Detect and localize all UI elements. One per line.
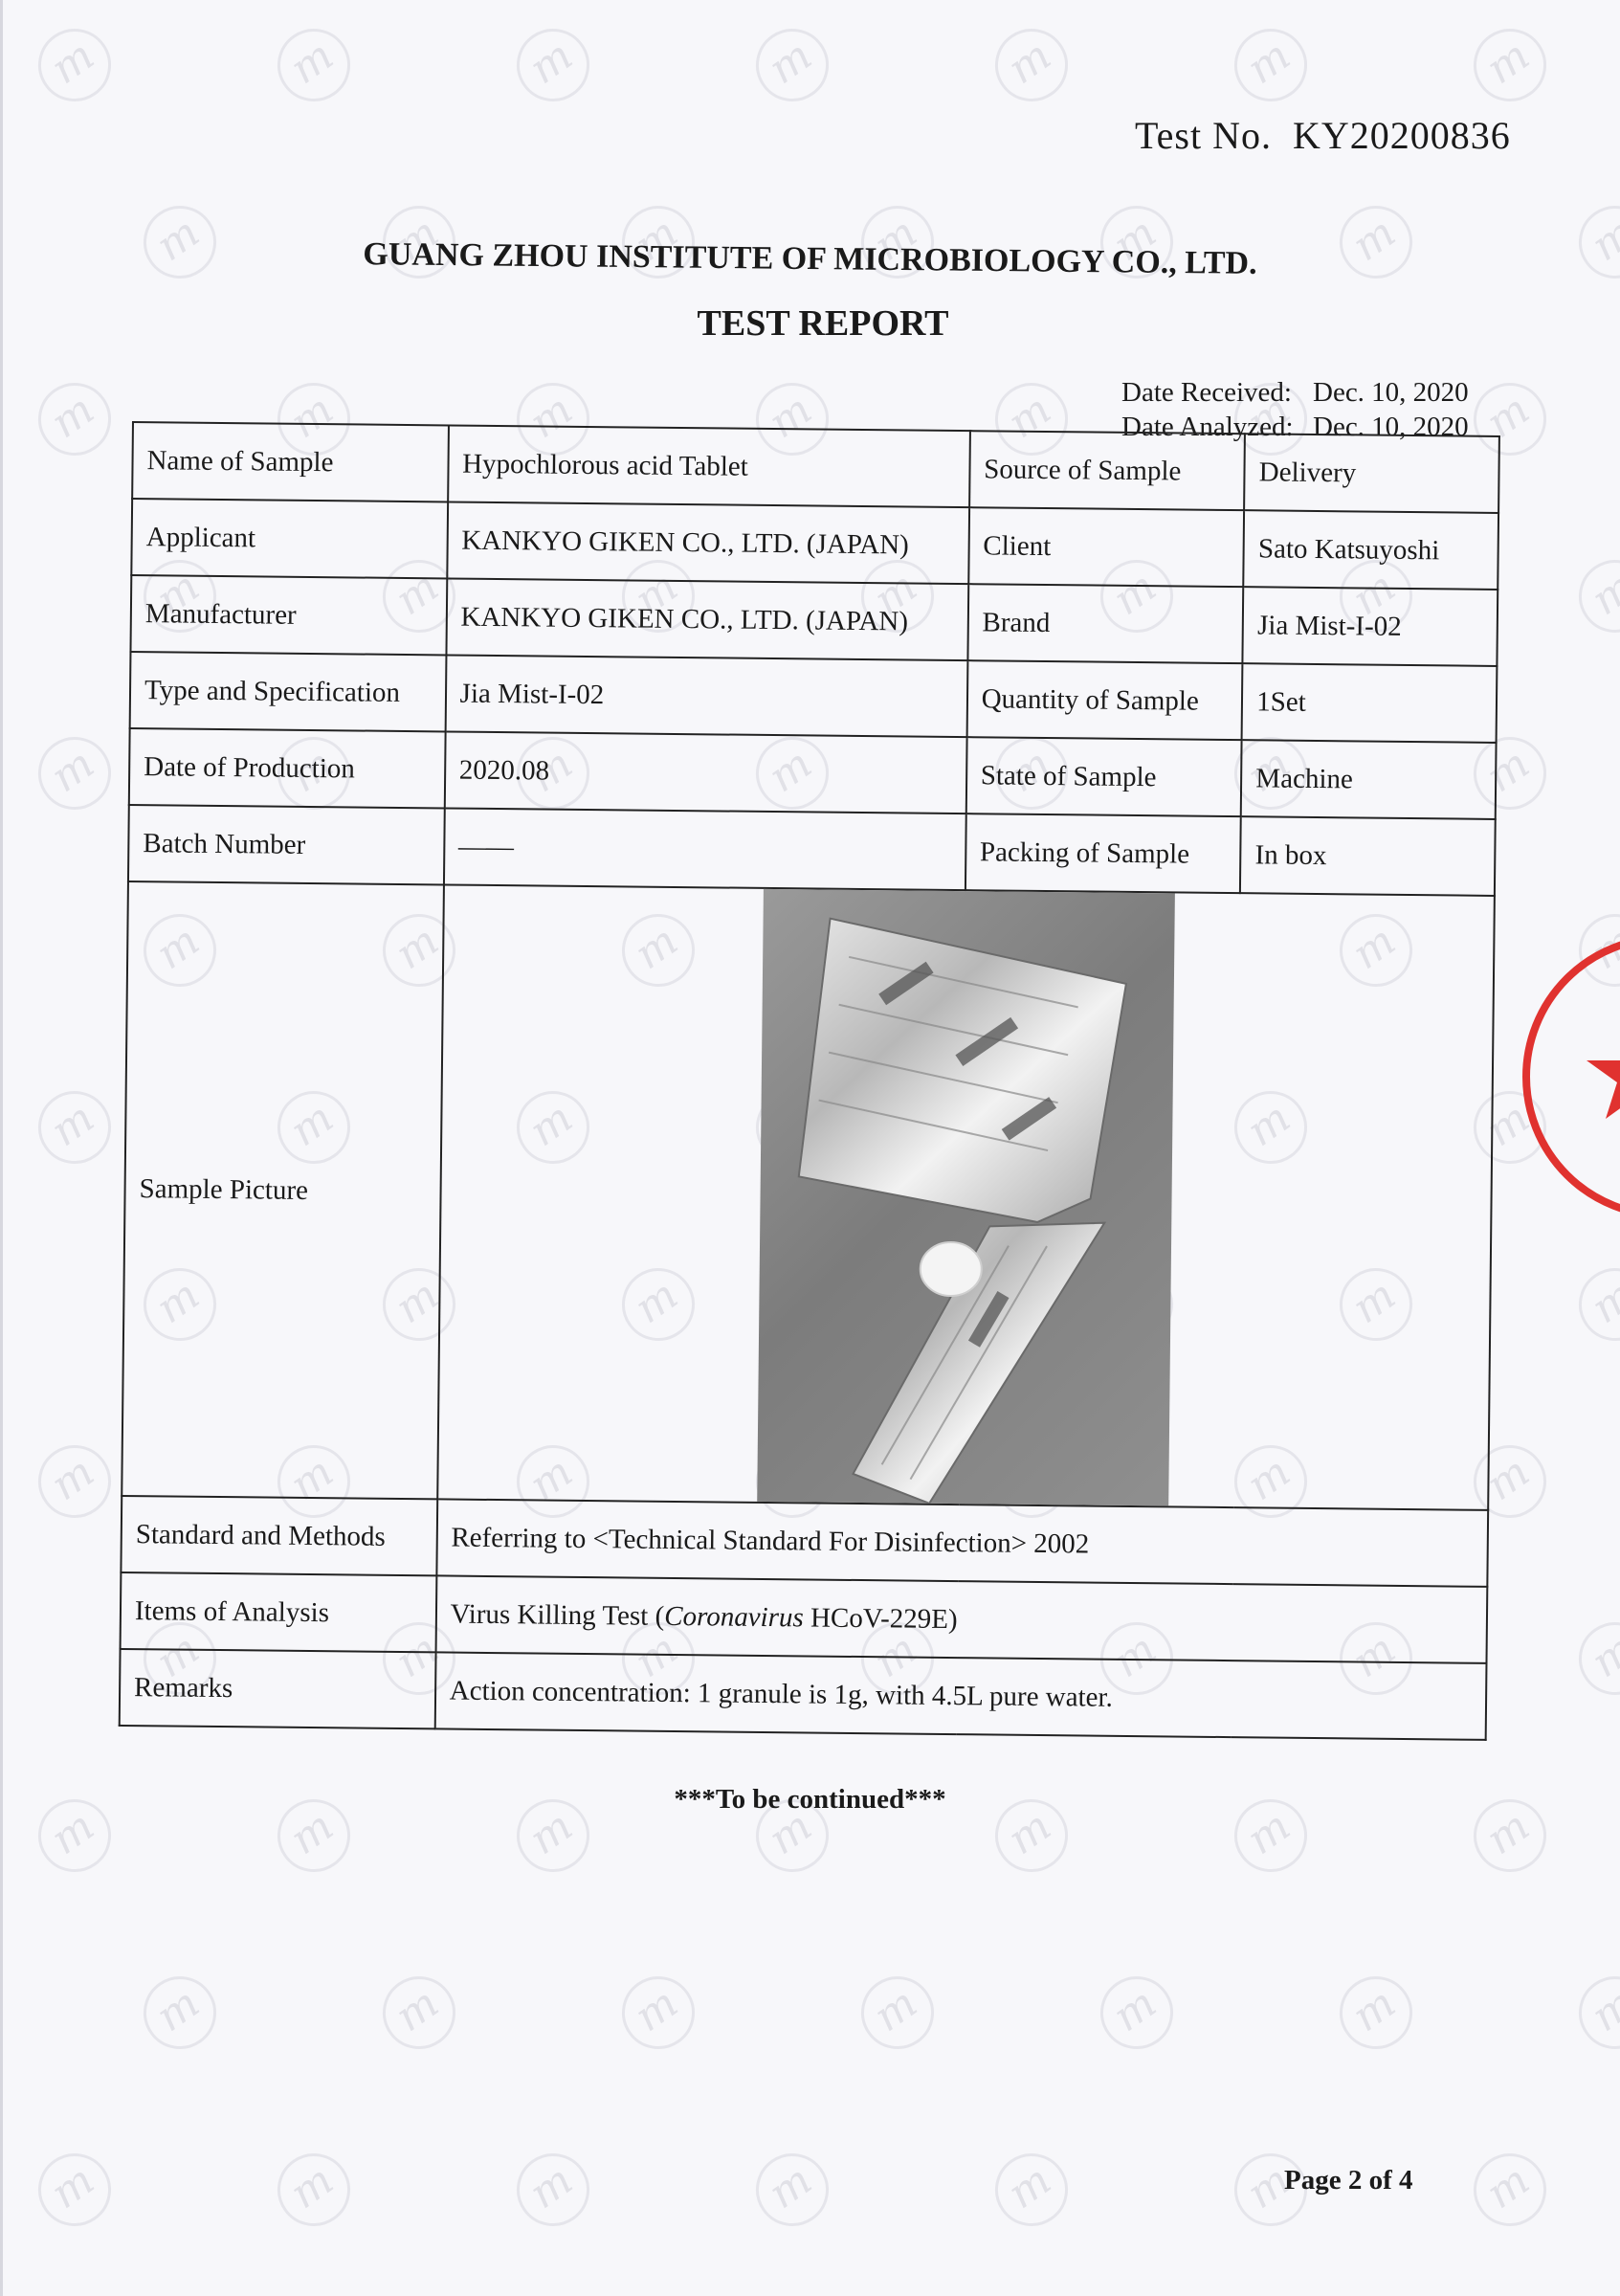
watermark-logo-icon <box>1220 14 1321 116</box>
watermark-logo-icon <box>24 1431 125 1532</box>
institute-name: GUANG ZHOU INSTITUTE OF MICROBIOLOGY CO., LTD. <box>363 236 1257 281</box>
table-row <box>130 652 1498 743</box>
date-received: Date Received: Dec. 10, 2020 <box>1121 377 1469 408</box>
sample-photo <box>757 889 1175 1505</box>
table-row <box>132 422 1499 513</box>
row-label: Type and Specification <box>130 652 446 731</box>
watermark-logo-icon <box>981 2139 1082 2240</box>
row-label: Date of Production <box>129 728 445 808</box>
table-row <box>120 1649 1487 1740</box>
official-seal-icon <box>1521 919 1620 1235</box>
watermark-logo-icon <box>847 1962 948 2063</box>
tablet-packet-image <box>757 889 1175 1505</box>
items-value: Virus Killing Test (Coronavirus HCoV-229E) <box>435 1575 1487 1662</box>
row-label: Applicant <box>131 499 447 578</box>
table-row <box>131 499 1498 590</box>
watermark-logo-icon <box>1459 14 1561 116</box>
seal-star-icon <box>1587 1024 1620 1119</box>
watermark-logo-icon <box>24 2139 125 2240</box>
row-label: Source of Sample <box>969 431 1245 510</box>
sample-picture-label: Sample Picture <box>122 881 443 1499</box>
row-value: In box <box>1240 816 1496 896</box>
watermark-logo-icon <box>1565 546 1620 647</box>
watermark-logo-icon <box>24 368 125 470</box>
items-label: Items of Analysis <box>121 1572 436 1652</box>
sample-info-sheet <box>118 421 1500 1787</box>
row-value: KANKYO GIKEN CO., LTD. (JAPAN) <box>447 502 969 584</box>
table-row <box>129 728 1497 819</box>
watermark-logo-icon <box>608 1962 709 2063</box>
row-value: Jia Mist-I-02 <box>1243 587 1498 666</box>
date-analyzed: Date Analyzed: Dec. 10, 2020 <box>1121 412 1469 442</box>
row-label: Manufacturer <box>130 575 446 655</box>
watermark-logo-icon <box>24 1077 125 1178</box>
seal-graphic <box>1521 919 1620 1235</box>
watermark-logo-icon <box>1565 1962 1620 2063</box>
watermark-logo-icon <box>1325 1962 1427 2063</box>
row-value: —— <box>444 808 966 890</box>
row-label: Brand <box>967 584 1243 663</box>
row-label: Packing of Sample <box>965 814 1241 893</box>
table-row <box>130 575 1498 666</box>
watermark-logo-icon <box>263 2139 365 2240</box>
sample-picture-row <box>122 881 1495 1510</box>
row-label: Batch Number <box>128 805 444 884</box>
row-value: Hypochlorous acid Tablet <box>448 425 970 507</box>
watermark-logo-icon <box>502 14 604 116</box>
row-value: Delivery <box>1244 434 1499 513</box>
table-row <box>128 805 1496 896</box>
sample-info-table <box>119 421 1500 1741</box>
watermark-logo-icon <box>1459 2139 1561 2240</box>
watermark-logo-icon <box>1565 1254 1620 1355</box>
row-value: KANKYO GIKEN CO., LTD. (JAPAN) <box>446 578 968 660</box>
watermark-logo-icon <box>502 2139 604 2240</box>
test-number: Test No. KY20200836 <box>1135 114 1511 157</box>
standard-value: Referring to <Technical Standard For Disinfection> 2002 <box>436 1499 1488 1586</box>
remarks-value: Action concentration: 1 granule is 1g, with 4.5L pure water. <box>434 1652 1486 1739</box>
watermark-logo-icon <box>1086 1962 1187 2063</box>
continued-note: ***To be continued*** <box>674 1784 946 1815</box>
remarks-label: Remarks <box>120 1649 435 1728</box>
watermark-logo-icon <box>742 14 843 116</box>
watermark-logo-icon <box>1565 1608 1620 1709</box>
row-value: Machine <box>1241 740 1497 819</box>
standard-label: Standard and Methods <box>121 1496 436 1575</box>
row-label: Name of Sample <box>132 422 448 502</box>
watermark-logo-icon <box>368 1962 470 2063</box>
row-value: 2020.08 <box>444 731 966 814</box>
row-value: Jia Mist-I-02 <box>445 655 967 737</box>
row-label: Client <box>968 507 1244 587</box>
sample-picture-cell <box>437 884 1495 1509</box>
row-value: Sato Katsuyoshi <box>1244 510 1499 590</box>
watermark-logo-icon <box>129 1962 231 2063</box>
table-row <box>121 1572 1488 1663</box>
row-label: Quantity of Sample <box>966 660 1242 740</box>
watermark-logo-icon <box>981 14 1082 116</box>
watermark-logo-icon <box>24 14 125 116</box>
row-label: State of Sample <box>965 737 1241 816</box>
row-value: 1Set <box>1242 663 1498 743</box>
report-title: TEST REPORT <box>697 303 949 344</box>
page-number: Page 2 of 4 <box>1284 2165 1413 2196</box>
seal-ring <box>1526 938 1620 1215</box>
watermark-logo-icon <box>24 723 125 824</box>
watermark-logo-icon <box>263 14 365 116</box>
watermark-logo-icon <box>742 2139 843 2240</box>
table-row <box>121 1496 1488 1587</box>
